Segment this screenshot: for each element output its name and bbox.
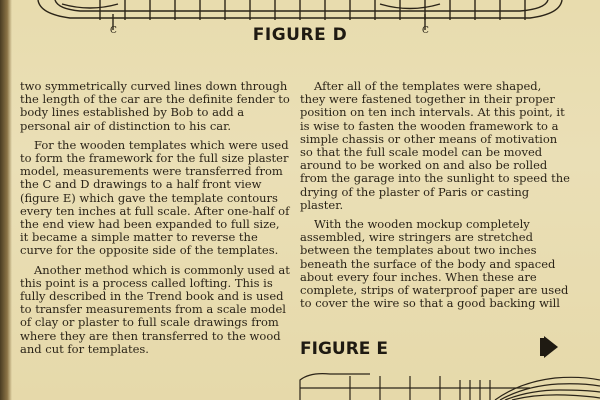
centerline-mark: C: [110, 26, 117, 34]
figure-e-drawing: [290, 360, 600, 400]
right-text-column: [300, 80, 570, 316]
paragraph: After all of the templates were shaped, they were fastened together in their proper position on ten inch intervals. At this point, it is wise to fasten the wooden framework to a simple chassis or other means of motivation so that the full scale model can be moved around to be worked on and also be rolled from the garage into the sunlight to speed the drying of the plaster of Paris or casting plaster.: [300, 79, 570, 212]
figure-e-caption: FIGURE E: [300, 339, 388, 359]
arrow-right-icon: [540, 334, 562, 360]
page-gutter-shadow: [0, 0, 12, 400]
paragraph: two symmetrically curved lines down through the length of the car are the definite fender to body lines established by Bob to add a personal air of distinction to his car.: [20, 79, 290, 133]
paragraph: For the wooden templates which were used to form the framework for the full size plaster model, measurements were transferred from the C and D drawings to a half front view (figure E) which gave the template contours every ten inches at full scale. After one-half of the end view had been expanded to full size, it became a simple matter to reverse the curve for the opposite side of the templates.: [20, 137, 290, 258]
paragraph: Another method which is commonly used at this point is a process called lofting. This is fully described in the Trend book and is used to transfer measurements from a scale model of clay or plaster to full scale drawings from where they are then transferred to the wood and cut for templates.: [20, 262, 290, 356]
centerline-mark: C: [422, 26, 429, 34]
figure-d-caption: FIGURE D: [252, 25, 348, 45]
paragraph: With the wooden mockup completely assembled, wire stringers are stretched between the templates about two inches beneath the surface of the body and spaced about every four inches. When these are complete, strips of waterproof paper are used to cover the wire so that a good backing will: [300, 217, 569, 311]
left-text-column: [20, 80, 290, 362]
